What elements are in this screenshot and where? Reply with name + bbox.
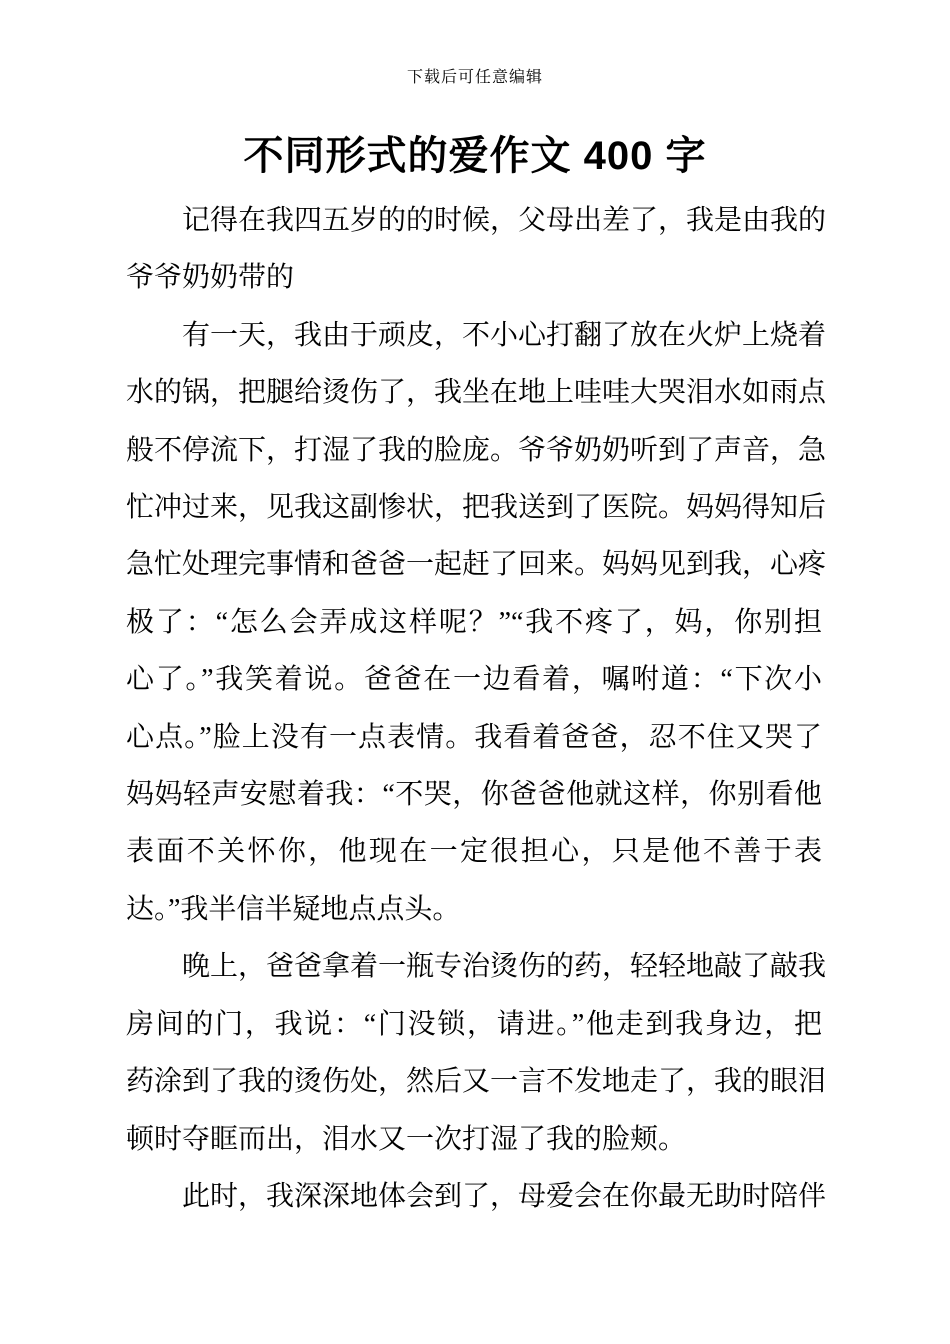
document-title: 不同形式的爱作文 400 字 <box>243 134 707 178</box>
text-line: 般不停流下，打湿了我的脸庞。爷爷奶奶听到了声音，急 <box>126 434 827 466</box>
text-line: 忙冲过来，见我这副惨状，把我送到了医院。妈妈得知后 <box>126 492 827 524</box>
header-note: 下载后可任意编辑 <box>406 69 543 86</box>
text-line: 心了。”我笑着说。爸爸在一边看着，嘱咐道：“下次小 <box>126 664 822 696</box>
text-line: 心点。”脸上没有一点表情。我看着爸爸，忍不住又哭了 <box>126 721 822 753</box>
text-line: 表面不关怀你，他现在一定很担心，只是他不善于表 <box>126 836 822 868</box>
text-line: 晚上，爸爸拿着一瓶专治烫伤的药，轻轻地敲了敲我 <box>182 951 827 983</box>
text-line: 记得在我四五岁的的时候，父母出差了，我是由我的 <box>182 205 827 236</box>
text-line: 极了：“怎么会弄成这样呢？”“我不疼了，妈，你别担 <box>126 606 822 638</box>
text-line: 妈妈轻声安慰着我：“不哭，你爸爸他就这样，你别看他 <box>126 779 822 811</box>
text-line: 爷爷奶奶带的 <box>126 262 295 294</box>
text-line: 达。”我半信半疑地点点头。 <box>126 893 461 925</box>
text-line: 急忙处理完事情和爸爸一起赶了回来。妈妈见到我，心疼 <box>126 549 827 581</box>
document-body <box>126 192 827 1225</box>
text-line: 房间的门，我说：“门没锁，请进。”他走到我身边，把 <box>126 1008 822 1040</box>
text-line: 水的锅，把腿给烫伤了，我坐在地上哇哇大哭泪水如雨点 <box>126 377 827 409</box>
text-line: 有一天，我由于顽皮，不小心打翻了放在火炉上烧着 <box>182 319 827 351</box>
text-line: 此时，我深深地体会到了，母爱会在你最无助时陪伴 <box>182 1180 827 1212</box>
text-line: 顿时夺眶而出，泪水又一次打湿了我的脸颊。 <box>126 1123 687 1155</box>
text-line: 药涂到了我的烫伤处，然后又一言不发地走了，我的眼泪 <box>126 1066 827 1098</box>
